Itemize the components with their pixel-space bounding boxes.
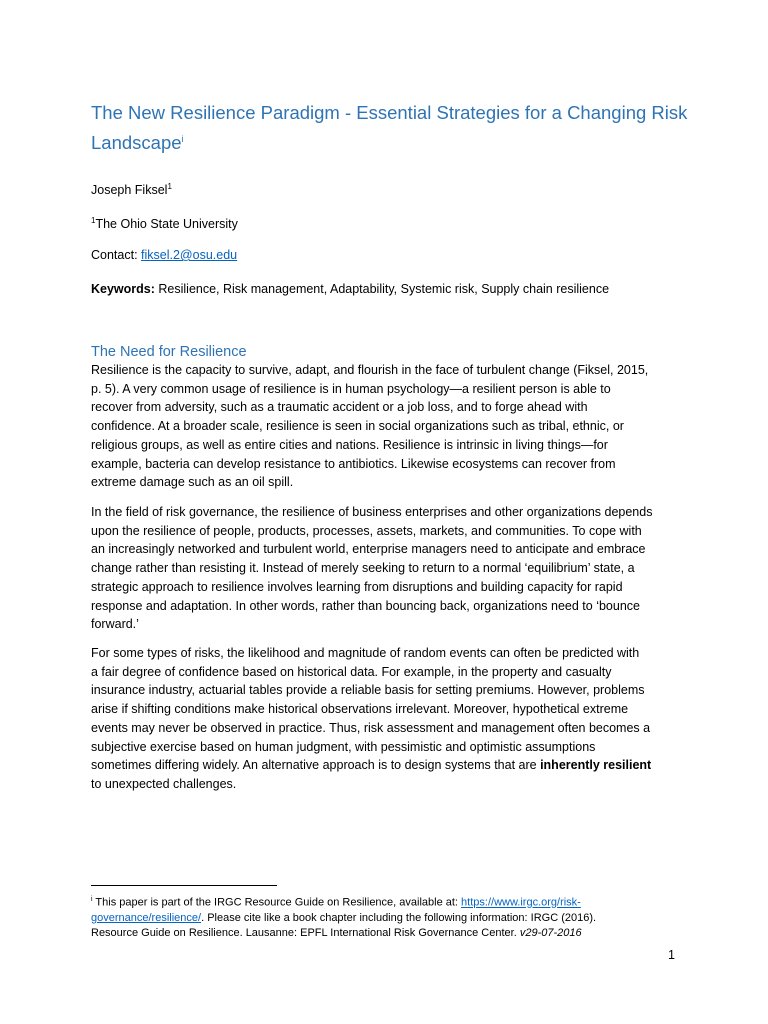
author-name: Joseph Fiksel [91, 183, 168, 198]
footnote-mark: i [91, 896, 93, 903]
paragraph-line: Resilience is the capacity to survive, adapt, and flourish in the face of turbulent change (Fiksel, 2015, [91, 363, 649, 377]
affiliation-line [91, 212, 238, 233]
keywords-line [91, 280, 609, 298]
footnote-prefix: This paper is part of the IRGC Resource Guide on Resilience, available at: [92, 896, 462, 909]
paragraph-line: change rather than resisting it. Instead of merely seeking to return to a normal ‘equilibrium’ state, a [91, 561, 635, 576]
paragraph-line-text: sometimes differing widely. An alternative approach is to design systems that are [91, 758, 541, 773]
footnote-citation-line: Resource Guide on Resilience. Lausanne: EPFL International Risk Governance Center. [91, 927, 520, 940]
title-line-1: The New Resilience Paradigm - Essential Strategies for a Changing Risk [91, 102, 688, 123]
affiliation-mark: 1 [91, 216, 96, 225]
footnote [91, 892, 691, 941]
paragraph-2 [91, 503, 681, 634]
footnote-citation: . Please cite like a book chapter including the following information: IRGC (2016). [201, 911, 597, 924]
paragraph-line: In the field of risk governance, the resilience of business enterprises and other organizations depends [91, 505, 653, 519]
paragraph-line: a fair degree of confidence based on historical data. For example, in the property and casualty [91, 664, 612, 679]
paragraph-line: confidence. At a broader scale, resilience is seen in social organizations such as tribal, ethnic, or [91, 419, 624, 434]
paragraph-line: recover from adversity, such as a traumatic accident or a job loss, and to forge ahead with [91, 400, 588, 415]
author-line [91, 178, 172, 199]
paragraph-line: insurance industry, actuarial tables provide a reliable basis for setting premiums. However, problems [91, 683, 645, 698]
keywords-text: Resilience, Risk management, Adaptability, Systemic risk, Supply chain resilience [154, 282, 610, 296]
paragraph-line: arise if shifting conditions make historical observations irrelevant. Moreover, hypothetical extreme [91, 702, 629, 717]
paragraph-line: to unexpected challenges. [91, 776, 237, 791]
paragraph-line: p. 5). A very common usage of resilience is in human psychology—a resilient person is able to [91, 381, 611, 396]
paragraph-3 [91, 644, 681, 794]
title-footnote-mark[interactable]: i [181, 134, 184, 144]
paragraph-line: upon the resilience of people, products, processes, assets, markets, and communities. To cope with [91, 523, 642, 538]
paragraph-line: response and adaptation. In other words, rather than bouncing back, organizations need to ‘bounce [91, 598, 640, 613]
paragraph-line: For some types of risks, the likelihood and magnitude of random events can often be predicted with [91, 646, 640, 660]
paragraph-1 [91, 361, 681, 492]
affiliation-text: The Ohio State University [95, 217, 238, 232]
paragraph-line: religious groups, as well as entire cities and nations. Resilience is intrinsic in living things—for [91, 437, 608, 452]
footnote-version: v29-07-2016 [519, 927, 582, 940]
contact-label: Contact: [91, 248, 142, 262]
paper-title [91, 100, 691, 156]
paragraph-line: example, bacteria can develop resistance to antibiotics. Likewise ecosystems can recover from [91, 456, 616, 471]
paragraph-line [91, 756, 681, 775]
paragraph-line: strategic approach to resilience involves learning from disruptions and building capacity for rapid [91, 579, 623, 594]
keywords-label: Keywords: [91, 282, 155, 296]
paragraph-line: an increasingly networked and turbulent world, enterprise managers need to anticipate and embrace [91, 542, 646, 557]
section-heading: The Need for Resilience [91, 344, 247, 360]
emphasis-inherently-resilient: inherently resilient [540, 758, 652, 773]
footnote-link-continued[interactable]: governance/resilience/ [91, 911, 202, 924]
footnote-separator [91, 885, 277, 886]
paragraph-line: forward.’ [91, 617, 139, 632]
author-affiliation-mark: 1 [167, 182, 172, 191]
paragraph-line: subjective exercise based on human judgment, with pessimistic and optimistic assumptions [91, 739, 596, 754]
contact-email-link[interactable]: fiksel.2@osu.edu [141, 248, 238, 262]
paragraph-line: events may never be observed in practice. Thus, risk assessment and management often becomes a [91, 720, 651, 735]
footnote-link[interactable]: https://www.irgc.org/risk- [461, 896, 581, 909]
paragraph-line: extreme damage such as an oil spill. [91, 475, 294, 490]
contact-line [91, 246, 237, 264]
title-line-2: Landscape [91, 132, 182, 154]
page-number: 1 [668, 948, 675, 962]
